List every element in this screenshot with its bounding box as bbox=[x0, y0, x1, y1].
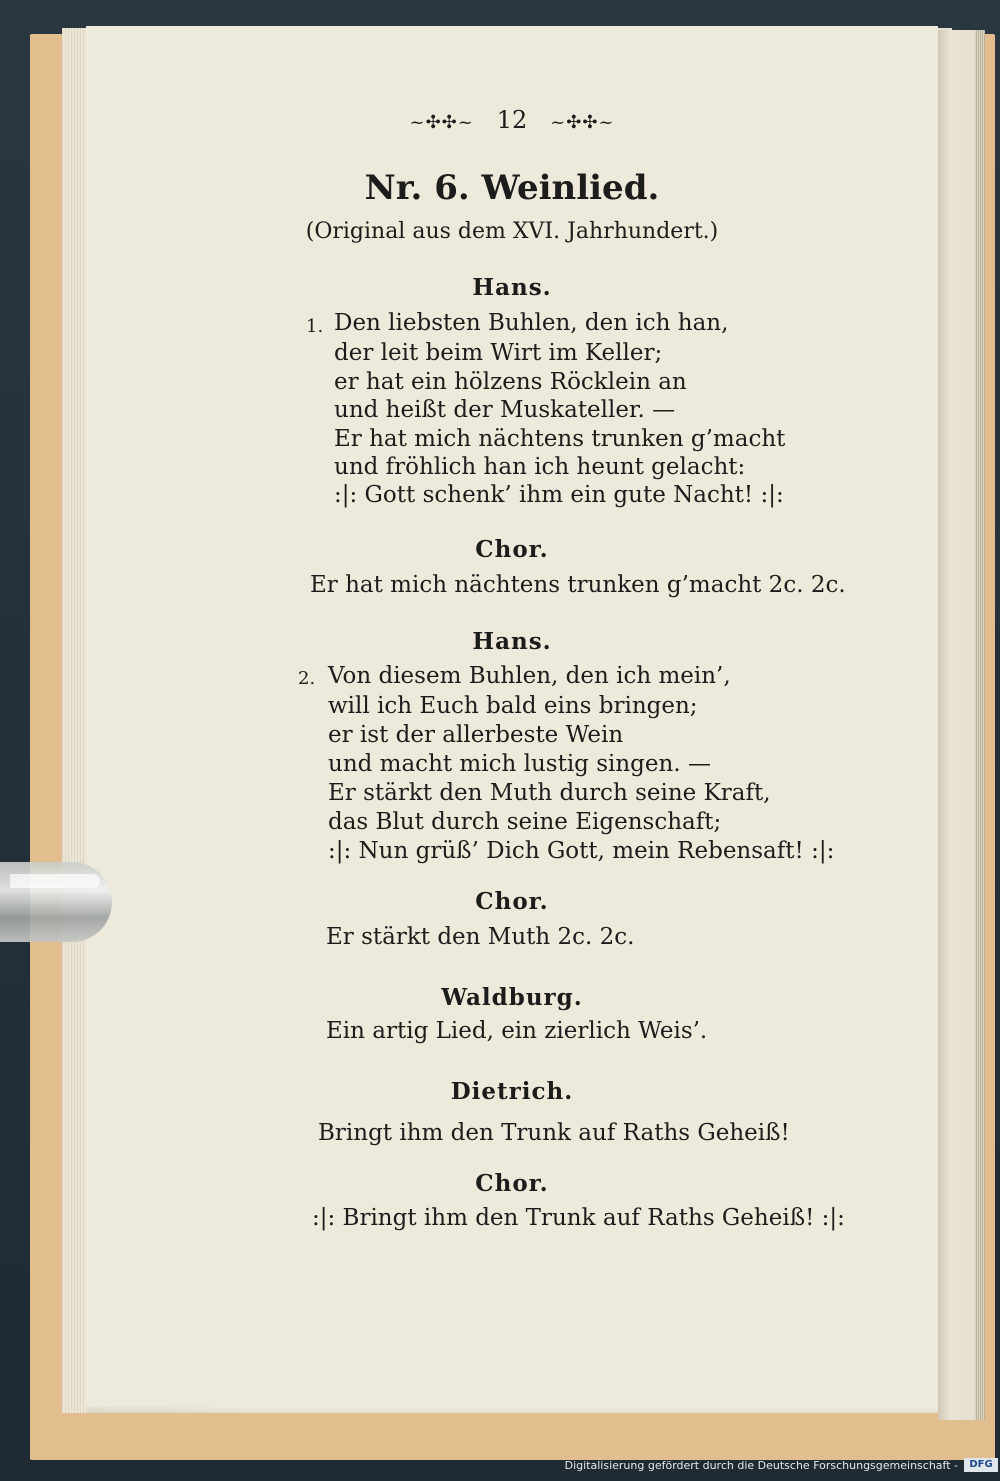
verse-1-line: und fröhlich han ich heunt gelacht: bbox=[334, 454, 746, 480]
dfg-logo: DFG bbox=[964, 1458, 998, 1472]
verse-2-line: das Blut durch seine Eigenschaft; bbox=[328, 809, 722, 835]
verse-2-line: will ich Euch bald eins bringen; bbox=[328, 693, 698, 719]
verse-1-line: Er hat mich nächtens trunken g’macht bbox=[334, 426, 786, 452]
chor-2-line: Er stärkt den Muth 2c. 2c. bbox=[326, 924, 635, 950]
facing-page-edge bbox=[975, 30, 985, 1420]
verse-2-line: :|: Nun grüß’ Dich Gott, mein Rebensaft! :|: bbox=[328, 838, 835, 864]
verse-2-line: und macht mich lustig singen. — bbox=[328, 751, 711, 777]
speaker-chor-2: Chor. bbox=[475, 888, 549, 915]
chor-3-line: :|: Bringt ihm den Trunk auf Raths Geheiß! :|: bbox=[312, 1205, 845, 1231]
waldburg-line: Ein artig Lied, ein zierlich Weis’. bbox=[326, 1018, 708, 1044]
speaker-dietrich: Dietrich. bbox=[450, 1078, 574, 1105]
verse-2-line: Von diesem Buhlen, den ich mein’, bbox=[328, 663, 731, 689]
page-number: 12 bbox=[496, 106, 528, 134]
verse-1-line: er hat ein hölzens Röcklein an bbox=[334, 369, 687, 395]
verse-1-line: :|: Gott schenk’ ihm ein gute Nacht! :|: bbox=[334, 482, 784, 508]
glass-highlight bbox=[10, 874, 100, 888]
song-title: Nr. 6. Weinlied. bbox=[364, 168, 660, 208]
verse-2-line: Er stärkt den Muth durch seine Kraft, bbox=[328, 780, 771, 806]
chor-1-line: Er hat mich nächtens trunken g’macht 2c. 2c. bbox=[310, 572, 846, 598]
page-header bbox=[86, 106, 938, 134]
verse-1-line: der leit beim Wirt im Keller; bbox=[334, 340, 663, 366]
speaker-hans-2: Hans. bbox=[472, 628, 552, 655]
verse-1-line: und heißt der Muskateller. — bbox=[334, 397, 676, 423]
verse-1-line: Den liebsten Buhlen, den ich han, bbox=[334, 310, 729, 336]
speaker-hans-1: Hans. bbox=[472, 274, 552, 301]
digitization-credit: Digitalisierung gefördert durch die Deutsche Forschungsgemeinschaft - bbox=[564, 1459, 958, 1472]
dietrich-line: Bringt ihm den Trunk auf Raths Geheiß! bbox=[318, 1120, 790, 1146]
song-subtitle: (Original aus dem XVI. Jahrhundert.) bbox=[305, 219, 719, 244]
page-edges bbox=[62, 28, 86, 1413]
speaker-waldburg: Waldburg. bbox=[441, 984, 583, 1011]
verse-number-2: 2. bbox=[298, 668, 316, 689]
verse-number-1: 1. bbox=[306, 316, 324, 337]
speaker-chor-3: Chor. bbox=[475, 1170, 549, 1197]
facing-page bbox=[938, 30, 980, 1420]
verse-2-line: er ist der allerbeste Wein bbox=[328, 722, 624, 748]
ornament-right-icon: ~✣✣~ bbox=[550, 112, 615, 133]
ornament-left-icon: ~✣✣~ bbox=[409, 112, 474, 133]
speaker-chor-1: Chor. bbox=[475, 536, 549, 563]
